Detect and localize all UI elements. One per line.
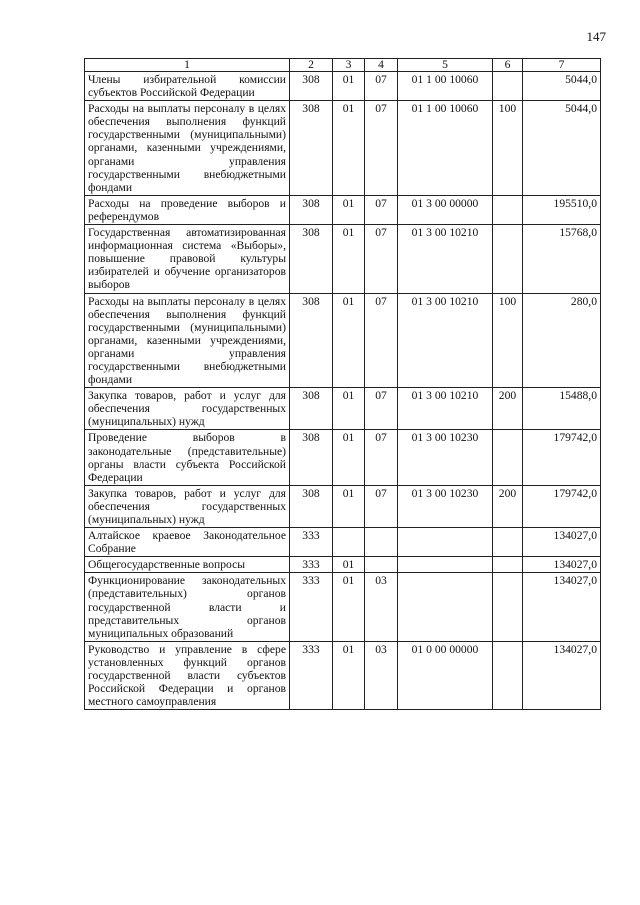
row-expense-type-cell [493,573,523,641]
row-expense-type-cell [493,528,523,557]
row-section-cell: 01 [333,430,365,485]
row-subsection-cell: 07 [365,293,398,388]
row-name-cell: Закупка товаров, работ и услуг для обеспечения государственных (муниципальных) нужд [85,485,290,527]
row-name-cell: Проведение выборов в законодательные (представительные) органы власти субъекта Российской Федерации [85,430,290,485]
column-header: 2 [290,59,333,72]
row-subsection-cell: 07 [365,101,398,196]
row-ministry-code-cell: 308 [290,225,333,293]
row-target-article-cell: 01 3 00 00000 [398,195,493,224]
row-subsection-cell [365,528,398,557]
column-header: 5 [398,59,493,72]
row-section-cell: 01 [333,557,365,573]
row-target-article-cell: 01 1 00 10060 [398,101,493,196]
row-amount-cell: 134027,0 [523,573,601,641]
row-target-article-cell: 01 3 00 10230 [398,430,493,485]
row-target-article-cell: 01 0 00 00000 [398,641,493,709]
table-row [85,485,601,527]
row-ministry-code-cell: 308 [290,430,333,485]
row-target-article-cell [398,528,493,557]
page-number: 147 [586,29,606,44]
row-ministry-code-cell: 333 [290,528,333,557]
row-name-cell: Алтайское краевое Законодательное Собрание [85,528,290,557]
row-ministry-code-cell: 308 [290,388,333,430]
table-row [85,430,601,485]
row-section-cell: 01 [333,195,365,224]
row-ministry-code-cell: 308 [290,485,333,527]
row-expense-type-cell [493,430,523,485]
row-expense-type-cell [493,225,523,293]
row-ministry-code-cell: 308 [290,293,333,388]
row-ministry-code-cell: 333 [290,557,333,573]
row-amount-cell: 280,0 [523,293,601,388]
row-subsection-cell [365,557,398,573]
row-expense-type-cell [493,195,523,224]
row-target-article-cell [398,557,493,573]
row-section-cell: 01 [333,388,365,430]
row-expense-type-cell [493,72,523,101]
row-subsection-cell: 07 [365,72,398,101]
row-section-cell: 01 [333,225,365,293]
row-subsection-cell: 03 [365,573,398,641]
column-header: 7 [523,59,601,72]
row-name-cell: Члены избирательной комиссии субъектов Российской Федерации [85,72,290,101]
row-name-cell: Руководство и управление в сфере установленных функций органов государственной власти субъектов Российской Федерации и органов местного самоуправления [85,641,290,709]
row-amount-cell: 179742,0 [523,430,601,485]
row-ministry-code-cell: 333 [290,573,333,641]
row-name-cell: Закупка товаров, работ и услуг для обеспечения государственных (муниципальных) нужд [85,388,290,430]
row-name-cell: Государственная автоматизированная информационная система «Выборы», повышение правовой культуры избирателей и обучение организаторов выборов [85,225,290,293]
row-subsection-cell: 07 [365,485,398,527]
row-amount-cell: 134027,0 [523,557,601,573]
row-target-article-cell: 01 3 00 10230 [398,485,493,527]
column-header: 4 [365,59,398,72]
row-amount-cell: 179742,0 [523,485,601,527]
row-subsection-cell: 03 [365,641,398,709]
table-row [85,72,601,101]
row-target-article-cell: 01 3 00 10210 [398,293,493,388]
row-amount-cell: 15488,0 [523,388,601,430]
row-subsection-cell: 07 [365,388,398,430]
row-expense-type-cell: 200 [493,485,523,527]
row-section-cell: 01 [333,293,365,388]
row-expense-type-cell [493,641,523,709]
table-row [85,388,601,430]
row-amount-cell: 5044,0 [523,101,601,196]
row-name-cell: Расходы на проведение выборов и референдумов [85,195,290,224]
table-row [85,528,601,557]
row-amount-cell: 134027,0 [523,641,601,709]
row-subsection-cell: 07 [365,225,398,293]
row-name-cell: Расходы на выплаты персоналу в целях обеспечения выполнения функций государственными (муниципальными) органами, казенными учреждениями, органами управления государственными внебюджетными фондами [85,101,290,196]
row-section-cell: 01 [333,101,365,196]
row-subsection-cell: 07 [365,430,398,485]
table-row [85,101,601,196]
row-amount-cell: 134027,0 [523,528,601,557]
table-row [85,293,601,388]
row-ministry-code-cell: 308 [290,72,333,101]
table-row [85,573,601,641]
row-name-cell: Функционирование законодательных (представительных) органов государственной власти и представительных органов муниципальных образований [85,573,290,641]
row-target-article-cell: 01 1 00 10060 [398,72,493,101]
row-ministry-code-cell: 333 [290,641,333,709]
column-header: 1 [85,59,290,72]
row-section-cell: 01 [333,573,365,641]
row-name-cell: Расходы на выплаты персоналу в целях обеспечения выполнения функций государственными (муниципальными) органами, казенными учреждениями, органами управления государственными внебюджетными фондами [85,293,290,388]
budget-table [84,58,601,710]
row-target-article-cell: 01 3 00 10210 [398,225,493,293]
row-name-cell: Общегосударственные вопросы [85,557,290,573]
row-expense-type-cell [493,557,523,573]
row-ministry-code-cell: 308 [290,195,333,224]
row-ministry-code-cell: 308 [290,101,333,196]
table-row [85,195,601,224]
row-expense-type-cell: 200 [493,388,523,430]
row-amount-cell: 195510,0 [523,195,601,224]
table-row [85,225,601,293]
row-expense-type-cell: 100 [493,293,523,388]
row-subsection-cell: 07 [365,195,398,224]
row-expense-type-cell: 100 [493,101,523,196]
row-amount-cell: 5044,0 [523,72,601,101]
table-header-row [85,59,601,72]
row-target-article-cell [398,573,493,641]
row-section-cell: 01 [333,641,365,709]
column-header: 3 [333,59,365,72]
column-header: 6 [493,59,523,72]
row-section-cell [333,528,365,557]
table-row [85,557,601,573]
row-target-article-cell: 01 3 00 10210 [398,388,493,430]
row-amount-cell: 15768,0 [523,225,601,293]
table-row [85,641,601,709]
row-section-cell: 01 [333,485,365,527]
row-section-cell: 01 [333,72,365,101]
